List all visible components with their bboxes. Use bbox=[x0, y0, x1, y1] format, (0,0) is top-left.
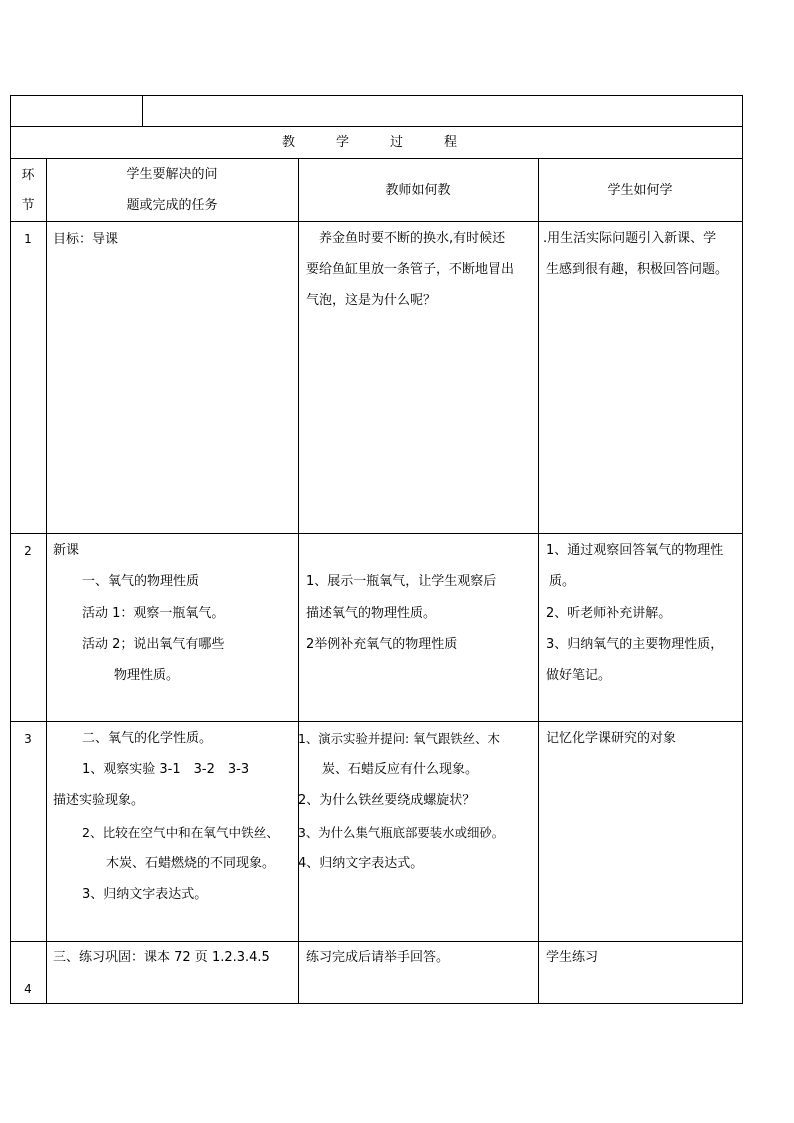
teacher-text: 描述氧气的物理性质。 bbox=[306, 606, 437, 621]
table-rule bbox=[10, 221, 743, 222]
col-header-stage: 节 bbox=[21, 198, 35, 213]
task-text: 三、练习巩固：课本 72 页 1.2.3.4.5 bbox=[53, 950, 270, 965]
teacher-text: 气泡，这是为什么呢？ bbox=[306, 293, 437, 308]
teacher-text: 练习完成后请举手回答。 bbox=[306, 950, 450, 965]
student-text: 做好笔记。 bbox=[546, 668, 612, 683]
teacher-text: 要给鱼缸里放一条管子，不断地冒出 bbox=[306, 262, 515, 277]
teacher-text: 3、为什么集气瓶底部要装水或细砂。 bbox=[298, 825, 505, 840]
task-text: 物理性质。 bbox=[114, 668, 180, 683]
task-text: 活动 2；说出氧气有哪些 bbox=[82, 637, 225, 652]
task-text: 一、氧气的物理性质 bbox=[82, 574, 200, 589]
col-header-teacher: 教师如何教 bbox=[385, 183, 451, 198]
student-text: 1、通过观察回答氧气的物理性 bbox=[546, 543, 724, 558]
student-text: .用生活实际问题引入新课、学 bbox=[543, 231, 717, 246]
table-rule bbox=[10, 126, 743, 127]
section-title: 教 学 过 程 bbox=[281, 135, 471, 150]
student-text: 2、听老师补充讲解。 bbox=[546, 606, 672, 621]
table-rule bbox=[10, 533, 743, 534]
table-rule bbox=[10, 721, 743, 722]
table-rule bbox=[46, 158, 47, 1004]
table-rule bbox=[538, 158, 539, 1004]
task-text: 二、氧气的化学性质。 bbox=[82, 731, 213, 746]
teacher-text: 炭、石蜡反应有什么现象。 bbox=[322, 762, 479, 777]
table-rule bbox=[298, 158, 299, 1004]
col-header-task: 题或完成的任务 bbox=[126, 198, 218, 213]
task-text: 描述实验现象。 bbox=[53, 793, 145, 808]
task-text: 新课 bbox=[53, 543, 80, 558]
task-text: 1、观察实验 3-1 3-2 3-3 bbox=[82, 762, 250, 777]
row-stage-number: 1 bbox=[24, 232, 32, 246]
col-header-stage: 环 bbox=[21, 168, 35, 183]
task-text: 活动 1：观察一瓶氧气。 bbox=[82, 606, 225, 621]
table-rule bbox=[10, 158, 743, 159]
task-text: 2、比较在空气中和在氧气中铁丝、 bbox=[82, 825, 279, 840]
row-stage-number: 2 bbox=[24, 544, 32, 558]
table-border-right bbox=[742, 95, 743, 1004]
table-rule bbox=[142, 95, 143, 126]
student-text: 质。 bbox=[549, 574, 576, 589]
table-rule bbox=[10, 941, 743, 942]
col-header-student: 学生如何学 bbox=[607, 183, 673, 198]
student-text: 记忆化学课研究的对象 bbox=[546, 731, 677, 746]
student-text: 3、归纳氧气的主要物理性质， bbox=[546, 637, 724, 652]
teacher-text: 2举例补充氧气的物理性质 bbox=[306, 637, 458, 652]
col-header-task: 学生要解决的问 bbox=[126, 167, 218, 182]
teacher-text: 1、演示实验并提问: 氧气跟铁丝、木 bbox=[298, 731, 500, 746]
teacher-text: 养金鱼时要不断的换水,有时候还 bbox=[306, 231, 506, 246]
table-border-top bbox=[10, 95, 743, 96]
row-stage-number: 4 bbox=[24, 982, 32, 996]
row-stage-number: 3 bbox=[24, 732, 32, 746]
task-text: 3、归纳文字表达式。 bbox=[82, 887, 208, 902]
teacher-text: 2、为什么铁丝要绕成螺旋状？ bbox=[298, 793, 476, 808]
teacher-text: 1、展示一瓶氧气，让学生观察后 bbox=[306, 574, 497, 589]
table-border-bottom bbox=[10, 1003, 743, 1004]
student-text: 生感到很有趣，积极回答问题。 bbox=[546, 262, 729, 277]
task-text: 木炭、石蜡燃烧的不同现象。 bbox=[106, 856, 276, 871]
student-text: 学生练习 bbox=[546, 950, 599, 965]
teacher-text: 4、归纳文字表达式。 bbox=[298, 856, 424, 871]
task-text: 目标：导课 bbox=[53, 232, 119, 247]
